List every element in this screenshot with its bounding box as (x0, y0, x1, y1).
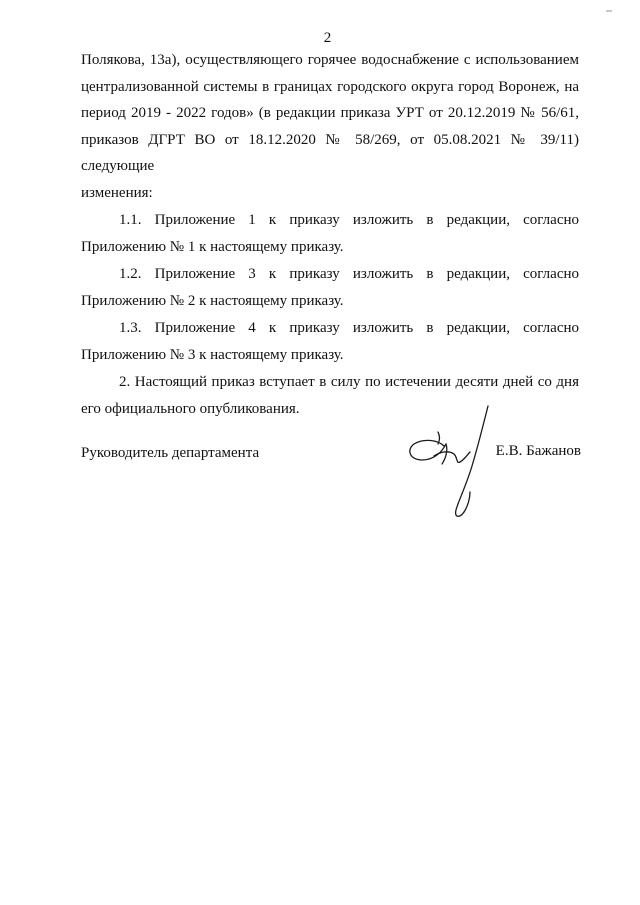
amendment-item-line: Приложению № 2 к настоящему приказу. (81, 292, 344, 309)
intro-line: приказов ДГРТ ВО от 18.12.2020 № 58/269, от 05.08.2021 № 39/11) следующие (81, 131, 579, 174)
effective-date-paragraph (81, 369, 579, 422)
handwritten-signature (404, 402, 500, 522)
effective-date-line: его официального опубликования. (81, 400, 300, 417)
amendment-item-line: 1.2. Приложение 3 к приказу изложить в редакции, согласно (119, 266, 579, 282)
intro-line: Полякова, 13а), осуществляющего горячее водоснабжение с использованием (81, 52, 579, 68)
amendment-item-line: Приложению № 3 к настоящему приказу. (81, 346, 344, 363)
signatory-title: Руководитель департамента (81, 445, 260, 461)
intro-line: изменения: (81, 184, 153, 201)
intro-line: период 2019 - 2022 годов» (в редакции приказа УРТ от 20.12.2019 № 56/61, (81, 105, 579, 121)
intro-paragraph (81, 47, 579, 206)
amendment-item-line: Приложению № 1 к настоящему приказу. (81, 238, 344, 255)
effective-date-line: 2. Настоящий приказ вступает в силу по истечении десяти дней со дня (119, 374, 579, 390)
signature-block (81, 443, 581, 467)
amendment-item-1-2 (81, 261, 579, 314)
amendment-item-line: 1.1. Приложение 1 к приказу изложить в редакции, согласно (119, 212, 579, 228)
amendment-item-1-1 (81, 207, 579, 260)
signatory-name: Е.В. Бажанов (495, 443, 581, 459)
document-body (81, 47, 579, 422)
page-number: 2 (323, 30, 332, 46)
amendment-item-line: 1.3. Приложение 4 к приказу изложить в редакции, согласно (119, 320, 579, 336)
intro-line: централизованной системы в границах городского округа город Воронеж, на (81, 78, 579, 95)
amendment-item-1-3 (81, 315, 579, 368)
scan-corner-mark (606, 10, 612, 12)
